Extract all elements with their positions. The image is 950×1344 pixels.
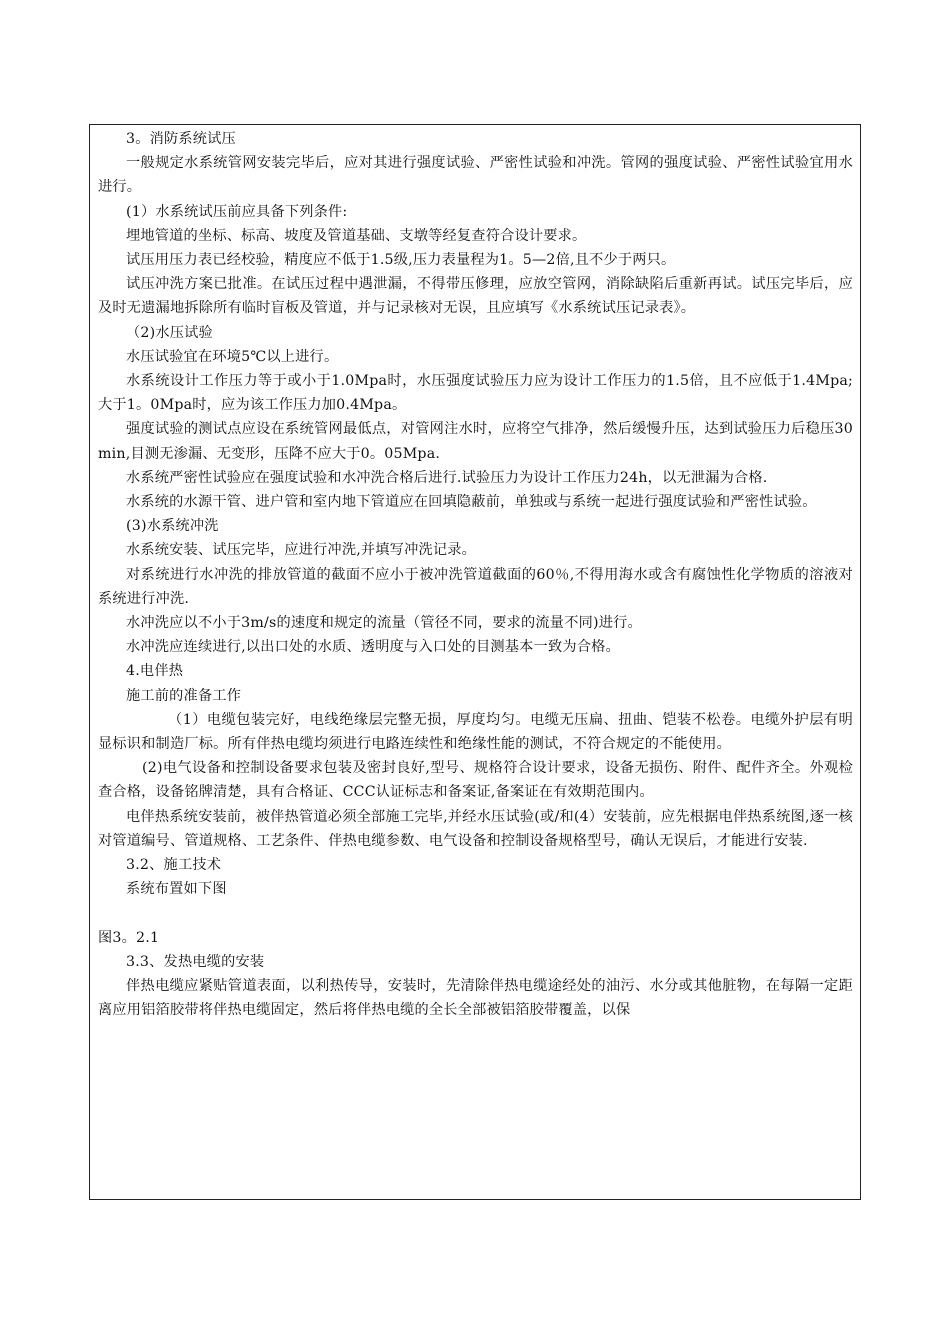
paragraph-electrical-equipment: (2)电气设备和控制设备要求包装及密封良好,型号、规格符合设计要求，设备无损伤、附件、配件齐全。外观检查合格，设备铭牌清楚，具有合格证、CCC认证标志和备案证,备案证在有效期范围内。: [98, 760, 853, 801]
document-body: [98, 127, 853, 1022]
paragraph-flush-record: 水系统安装、试压完毕，应进行冲洗,并填写冲洗记录。: [126, 542, 477, 559]
subheading-cable-installation: 3.3、发热电缆的安装: [126, 953, 265, 970]
paragraph-flush-plan: 试压冲洗方案已批准。在试压过程中遇泄漏，不得带压修理，应放空管网，消除缺陷后重新再试。试压完毕后，应及时无遗漏地拆除所有临时盲板及管道，并与记录核对无误，且应填写《水系统试压记录表》。: [98, 276, 853, 317]
section-heading-fire-test: 3。消防系统试压: [126, 131, 236, 147]
subheading-flushing: (3)水系统冲洗: [126, 518, 219, 535]
figure-caption: 图3。2.1: [98, 929, 160, 946]
figure-space: [98, 902, 853, 926]
paragraph-pressure-gauge: 试压用压力表已经校验，精度应不低于1.5级,压力表量程为1。5—2倍,且不少于两只。: [126, 252, 676, 269]
subheading-hydro-test: （2)水压试验: [126, 324, 213, 341]
paragraph-before-installation: 电伴热系统安装前，被伴热管道必须全部施工完毕,并经水压试验(或/和(4）安装前，应先根据电伴热系统图,逐一核对管道编号、管道规格、工艺条件、伴热电缆参数、电气设备和控制设备规格型号，确认无误后，才能进行安装.: [98, 808, 853, 849]
section-heading-heat-tracing: 4.电伴热: [126, 663, 184, 680]
paragraph-flush-continuous: 水冲洗应连续进行,以出口处的水质、透明度与入口处的目测基本一致为合格。: [126, 639, 620, 656]
paragraph-test-point: 强度试验的测试点应设在系统管网最低点，对管网注水时，应将空气排净，然后缓慢升压，达到试验压力后稳压30min,目测无渗漏、无变形，压降不应大于0。05Mpa.: [98, 421, 853, 462]
paragraph-cable-packaging: （1）电缆包装完好，电线绝缘层完整无损，厚度均匀。电缆无压扁、扭曲、铠装不松卷。电缆外护层有明显标识和制造厂标。所有伴热电缆均须进行电路连续性和绝缘性能的测试，不符合规定的不能使用。: [98, 711, 853, 753]
document-frame: [89, 124, 861, 1200]
paragraph-flush-speed: 水冲洗应以不小于3m/s的速度和规定的流量（管径不同，要求的流量不同)进行。: [126, 615, 642, 632]
subheading-preparation: 施工前的准备工作: [126, 687, 242, 704]
paragraph-buried-pipes: 埋地管道的坐标、标高、坡度及管道基础、支墩等经复查符合设计要求。: [126, 227, 587, 244]
paragraph-discharge-pipe: 对系统进行水冲洗的排放管道的截面不应小于被冲洗管道截面的60％,不得用海水或含有腐蚀性化学物质的溶液对系统进行冲洗.: [98, 566, 853, 607]
paragraph-layout-note: 系统布置如下图: [126, 881, 227, 898]
paragraph-cable-mounting: 伴热电缆应紧贴管道表面，以利热传导，安装时，先清除伴热电缆途经处的油污、水分或其他脏物，在每隔一定距离应用铝箔胶带将伴热电缆固定，然后将伴热电缆的全长全部被铝箔胶带覆盖，以保: [98, 977, 853, 1019]
paragraph-general-rule: 一般规定水系统管网安装完毕后，应对其进行强度试验、严密性试验和冲洗。管网的强度试验、严密性试验宜用水进行。: [98, 155, 853, 196]
paragraph-temperature: 水压试验宜在环境5℃以上进行。: [126, 348, 339, 365]
subheading-conditions: (1）水系统试压前应具备下列条件:: [126, 203, 348, 220]
subheading-construction-tech: 3.2、施工技术: [126, 857, 222, 874]
paragraph-design-pressure: 水系统设计工作压力等于或小于1.0Mpa时，水压强度试验压力应为设计工作压力的1.5倍，且不应低于1.4Mpa;大于1。0Mpa时，应为该工作压力加0.4Mpa。: [98, 373, 853, 414]
paragraph-water-source: 水系统的水源干管、进户管和室内地下管道应在回填隐蔽前，单独或与系统一起进行强度试验和严密性试验。: [126, 494, 817, 511]
paragraph-tightness-test: 水系统严密性试验应在强度试验和水冲洗合格后进行.试验压力为设计工作压力24h，以无泄漏为合格.: [126, 469, 768, 486]
